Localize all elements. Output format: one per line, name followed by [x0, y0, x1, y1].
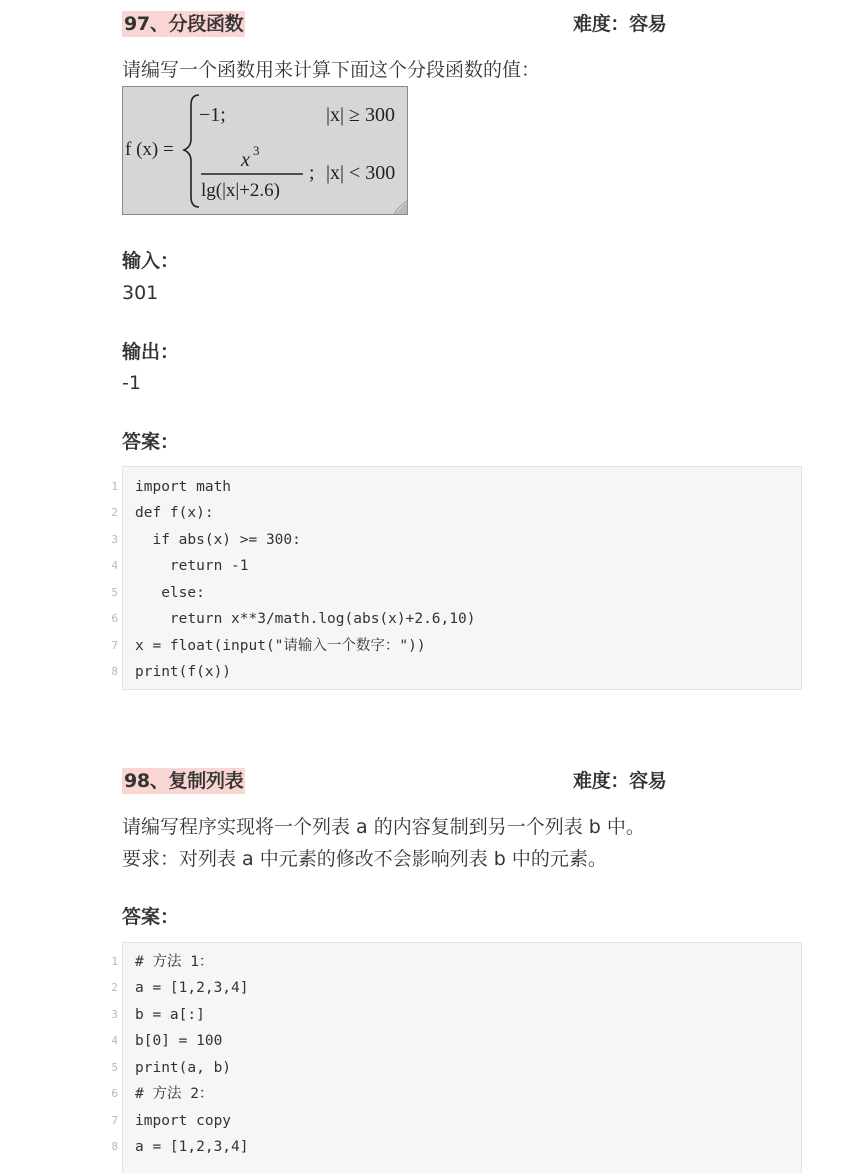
problem-97-title: 97、分段函数 [124, 13, 244, 35]
input-value: 301 [122, 282, 159, 304]
line-number: 2 [111, 506, 118, 519]
problem-97-description: 请编写一个函数用来计算下面这个分段函数的值： [122, 59, 541, 81]
line-number: 1 [111, 480, 118, 493]
code-line: if abs(x) >= 300: [135, 532, 301, 548]
code-line: import math [135, 479, 232, 495]
code-line: print(f(x)) [135, 664, 232, 680]
code-line: return x**3/math.log(abs(x)+2.6,10) [135, 611, 476, 627]
piecewise-formula-image [122, 86, 408, 215]
line-number: 2 [111, 981, 118, 994]
line-number: 6 [111, 1087, 118, 1100]
formula-lhs: f (x) = [125, 139, 174, 160]
problem-98-difficulty: 难度：容易 [573, 770, 667, 792]
problem-97-answer-label: 答案： [122, 431, 180, 453]
problem-98-description-line: 要求：对列表 a 中元素的修改不会影响列表 b 中的元素。 [122, 848, 607, 870]
code-line: b[0] = 100 [135, 1033, 223, 1049]
line-number: 8 [111, 665, 118, 678]
line-number: 3 [111, 533, 118, 546]
code-line: a = [1,2,3,4] [135, 1139, 249, 1155]
problem-98-description-line: 请编写程序实现将一个列表 a 的内容复制到另一个列表 b 中。 [122, 816, 645, 838]
formula-case2-sep: ; [309, 162, 315, 184]
line-number: 7 [111, 1114, 118, 1127]
output-label: 输出： [122, 341, 180, 363]
formula-case2-den: lg(|x|+2.6) [201, 180, 281, 201]
code-line: # 方法 2： [135, 1086, 214, 1102]
problem-98-title: 98、复制列表 [124, 770, 244, 792]
code-line: b = a[:] [135, 1007, 205, 1023]
line-number: 5 [111, 1061, 118, 1074]
formula-brace [184, 95, 199, 207]
line-number: 8 [111, 1140, 118, 1153]
code-line: print(a, b) [135, 1060, 232, 1076]
output-value: -1 [122, 372, 141, 394]
code-line: a = [1,2,3,4] [135, 980, 249, 996]
code-line: def f(x): [135, 505, 214, 521]
formula-case1-cond: |x| ≥ 300 [326, 104, 395, 126]
line-number: 7 [111, 639, 118, 652]
line-number: 6 [111, 612, 118, 625]
formula-case2-exp: 3 [253, 143, 260, 158]
problem-97-difficulty: 难度：容易 [573, 13, 667, 35]
formula-case2-num: x [241, 149, 250, 171]
line-number: 1 [111, 955, 118, 968]
code-line: # 方法 1： [135, 954, 214, 970]
line-number: 5 [111, 586, 118, 599]
code-line: else: [135, 585, 205, 601]
line-number: 4 [111, 559, 118, 572]
line-number: 4 [111, 1034, 118, 1047]
input-label: 输入： [122, 250, 180, 272]
problem-97-code-block [122, 466, 802, 690]
problem-98-answer-label: 答案： [122, 906, 180, 928]
formula-case1-expr: −1; [199, 104, 226, 126]
code-line: import copy [135, 1113, 232, 1129]
code-line: x = float(input("请输入一个数字：")) [135, 638, 426, 654]
code-line: return -1 [135, 558, 249, 574]
formula-case2-cond: |x| < 300 [326, 162, 396, 184]
line-number: 3 [111, 1008, 118, 1021]
problem-98-code-block [122, 942, 802, 1173]
